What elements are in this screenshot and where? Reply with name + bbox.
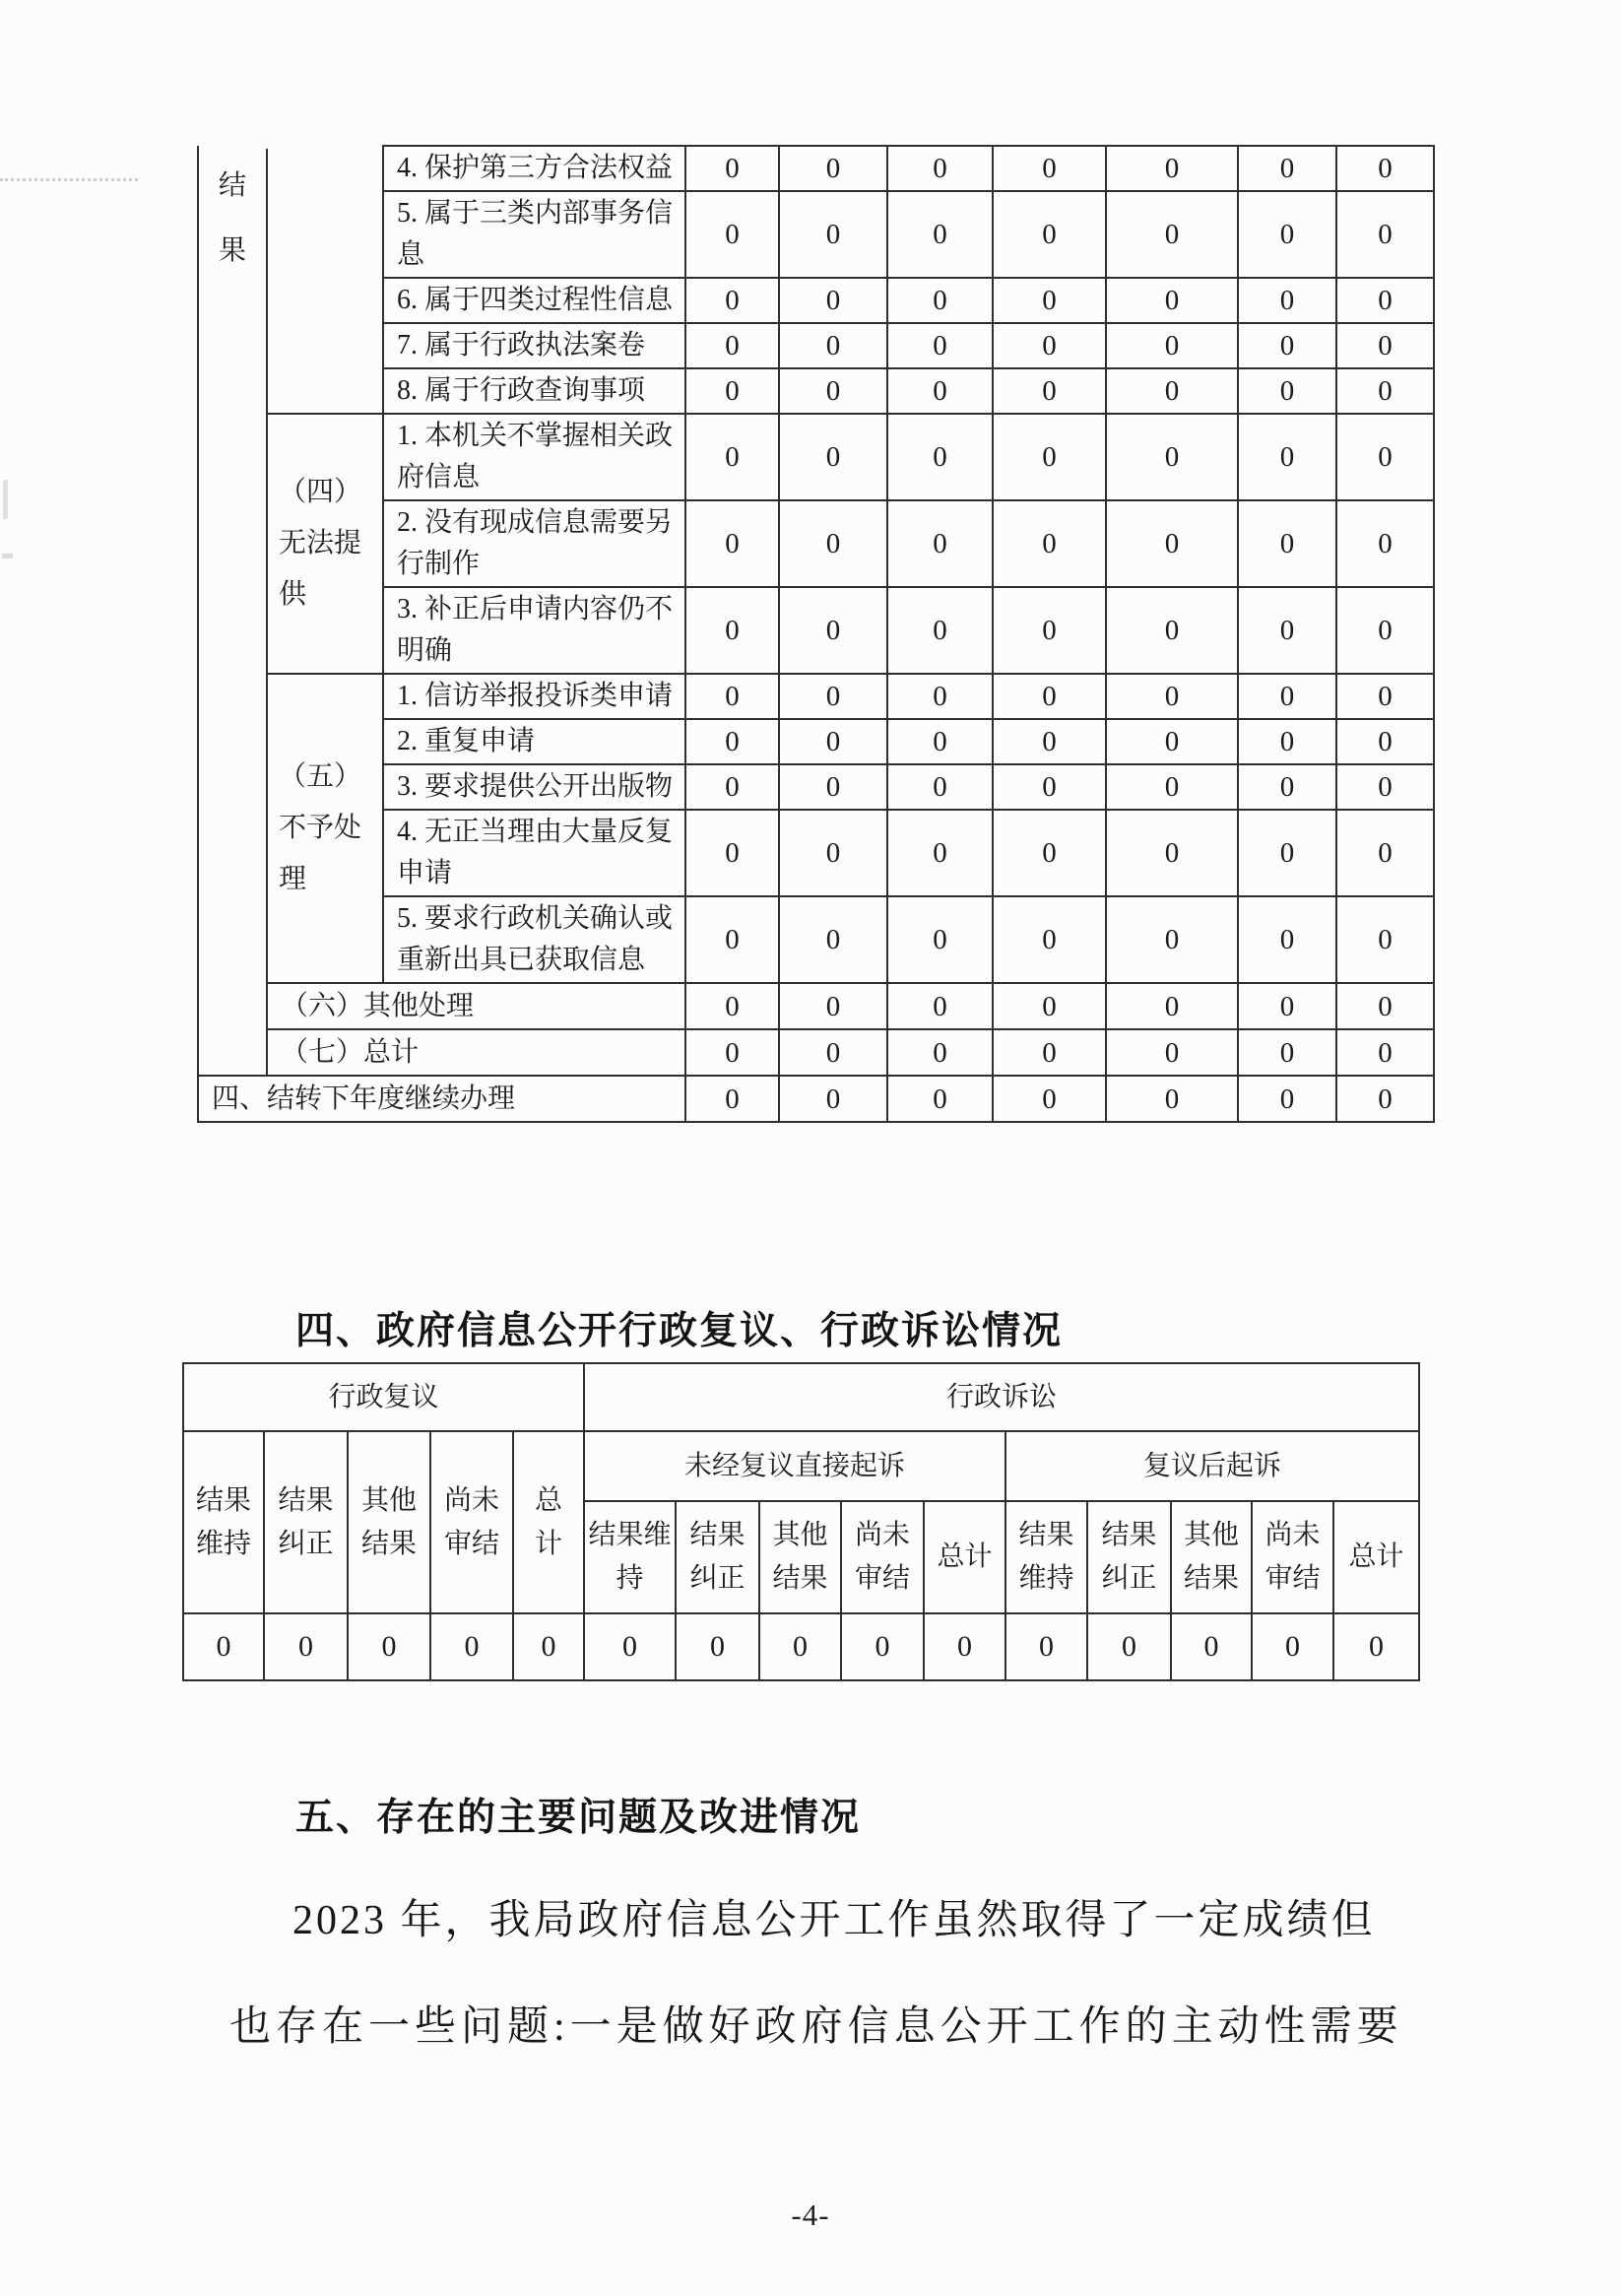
value-cell: 0 <box>1238 1076 1336 1122</box>
value-cell: 0 <box>1336 414 1434 500</box>
section-heading-4: 四、政府信息公开行政复议、行政诉讼情况 <box>295 1310 1064 1352</box>
scan-artifact <box>2 554 13 558</box>
value-cell: 0 <box>779 368 887 414</box>
value-cell: 0 <box>759 1613 841 1680</box>
value-cell: 0 <box>1106 368 1238 414</box>
value-cell: 0 <box>779 983 887 1029</box>
review-litigation-table <box>182 1362 1420 1681</box>
value-cell: 0 <box>1106 674 1238 719</box>
table-row <box>198 414 1434 500</box>
col-header: 结果纠正 <box>676 1501 759 1613</box>
value-cell: 0 <box>685 191 779 278</box>
value-cell: 0 <box>779 146 887 191</box>
value-cell: 0 <box>887 323 993 368</box>
value-cell: 0 <box>1336 146 1434 191</box>
value-cell: 0 <box>1005 1613 1087 1680</box>
table-row <box>198 983 1434 1029</box>
row-label: 2. 没有现成信息需要另行制作 <box>383 500 685 587</box>
value-cell: 0 <box>887 414 993 500</box>
value-cell: 0 <box>685 500 779 587</box>
col-header: 其他结果 <box>759 1501 841 1613</box>
value-cell: 0 <box>685 983 779 1029</box>
row-label: （六）其他处理 <box>267 983 685 1029</box>
value-cell: 0 <box>183 1613 264 1680</box>
value-cell: 0 <box>1238 414 1336 500</box>
row-label: 3. 要求提供公开出版物 <box>383 764 685 810</box>
page-number: -4- <box>791 2198 830 2232</box>
table-row <box>198 191 1434 278</box>
value-cell: 0 <box>993 587 1106 674</box>
group-label-not-processed: （五）不予处理 <box>267 674 383 983</box>
value-cell: 0 <box>1238 500 1336 587</box>
table-row <box>198 1029 1434 1076</box>
continued-table-top-gap <box>200 143 379 149</box>
row-label: 2. 重复申请 <box>383 719 685 764</box>
row-label: 5. 要求行政机关确认或重新出具已获取信息 <box>383 896 685 983</box>
value-cell: 0 <box>1336 810 1434 896</box>
value-cell: 0 <box>1336 323 1434 368</box>
value-cell: 0 <box>1106 764 1238 810</box>
col-header: 结果维持 <box>584 1501 676 1613</box>
value-cell: 0 <box>1106 1076 1238 1122</box>
value-cell: 0 <box>1106 278 1238 323</box>
value-cell: 0 <box>1336 719 1434 764</box>
value-cell: 0 <box>841 1613 924 1680</box>
value-cell: 0 <box>1106 1029 1238 1076</box>
section-heading-5: 五、存在的主要问题及改进情况 <box>295 1797 862 1839</box>
value-cell: 0 <box>993 191 1106 278</box>
table-row <box>198 896 1434 983</box>
value-cell: 0 <box>993 1029 1106 1076</box>
value-cell: 0 <box>779 896 887 983</box>
value-cell: 0 <box>1238 368 1336 414</box>
value-cell: 0 <box>1106 810 1238 896</box>
value-cell: 0 <box>779 764 887 810</box>
col-header: 尚未审结 <box>430 1431 513 1613</box>
value-cell: 0 <box>887 1076 993 1122</box>
value-cell: 0 <box>1238 587 1336 674</box>
value-cell: 0 <box>685 896 779 983</box>
table-row <box>183 1431 1419 1501</box>
value-cell: 0 <box>887 368 993 414</box>
value-cell: 0 <box>685 1076 779 1122</box>
value-cell: 0 <box>685 764 779 810</box>
value-cell: 0 <box>430 1613 513 1680</box>
value-cell: 0 <box>1238 810 1336 896</box>
value-cell: 0 <box>887 191 993 278</box>
value-cell: 0 <box>887 500 993 587</box>
continued-category-cell <box>267 146 383 414</box>
value-cell: 0 <box>1106 500 1238 587</box>
value-cell: 0 <box>1238 719 1336 764</box>
group-label-unable-to-provide: （四）无法提供 <box>267 414 383 674</box>
value-cell: 0 <box>779 719 887 764</box>
value-cell: 0 <box>993 414 1106 500</box>
row-label: 7. 属于行政执法案卷 <box>383 323 685 368</box>
value-cell: 0 <box>1238 896 1336 983</box>
value-cell: 0 <box>993 146 1106 191</box>
processing-results-table <box>197 145 1435 1123</box>
table-row <box>198 1076 1434 1122</box>
value-cell: 0 <box>993 278 1106 323</box>
after-review-suit-subheader: 复议后起诉 <box>1005 1431 1419 1501</box>
value-cell: 0 <box>887 278 993 323</box>
value-cell: 0 <box>993 983 1106 1029</box>
value-cell: 0 <box>1238 191 1336 278</box>
table-row <box>183 1613 1419 1680</box>
value-cell: 0 <box>1336 500 1434 587</box>
value-cell: 0 <box>779 414 887 500</box>
value-cell: 0 <box>993 1076 1106 1122</box>
col-header <box>513 1431 584 1613</box>
value-cell: 0 <box>1252 1613 1333 1680</box>
value-cell: 0 <box>993 764 1106 810</box>
col-header: 结果纠正 <box>1087 1501 1171 1613</box>
value-cell: 0 <box>887 983 993 1029</box>
value-cell: 0 <box>1333 1613 1419 1680</box>
value-cell: 0 <box>685 146 779 191</box>
row-label: 1. 信访举报投诉类申请 <box>383 674 685 719</box>
value-cell: 0 <box>1238 983 1336 1029</box>
value-cell: 0 <box>685 810 779 896</box>
value-cell: 0 <box>685 1029 779 1076</box>
value-cell: 0 <box>676 1613 759 1680</box>
paragraph-line-2: 也存在一些问题:一是做好政府信息公开工作的主动性需要 <box>229 2004 1403 2050</box>
value-cell: 0 <box>348 1613 430 1680</box>
row-label: 1. 本机关不掌握相关政府信息 <box>383 414 685 500</box>
col-header-label: 总计 <box>534 1484 562 1559</box>
value-cell: 0 <box>1106 896 1238 983</box>
value-cell: 0 <box>1106 146 1238 191</box>
value-cell: 0 <box>1336 764 1434 810</box>
value-cell: 0 <box>1336 1029 1434 1076</box>
review-group-header: 行政复议 <box>183 1363 584 1431</box>
row-label: 6. 属于四类过程性信息 <box>383 278 685 323</box>
value-cell: 0 <box>993 810 1106 896</box>
value-cell: 0 <box>993 674 1106 719</box>
value-cell: 0 <box>1171 1613 1252 1680</box>
col-header: 其他结果 <box>1171 1501 1252 1613</box>
value-cell: 0 <box>887 719 993 764</box>
table-row <box>198 500 1434 587</box>
value-cell: 0 <box>779 500 887 587</box>
value-cell: 0 <box>513 1613 584 1680</box>
value-cell: 0 <box>1238 278 1336 323</box>
scan-artifact <box>3 480 8 519</box>
col-header: 结果维持 <box>1005 1501 1087 1613</box>
value-cell: 0 <box>685 323 779 368</box>
row-label: （七）总计 <box>267 1029 685 1076</box>
value-cell: 0 <box>779 1029 887 1076</box>
value-cell: 0 <box>779 323 887 368</box>
value-cell: 0 <box>887 810 993 896</box>
col-header: 总计 <box>924 1501 1005 1613</box>
value-cell: 0 <box>887 146 993 191</box>
value-cell: 0 <box>1106 587 1238 674</box>
value-cell: 0 <box>685 368 779 414</box>
value-cell: 0 <box>924 1613 1005 1680</box>
value-cell: 0 <box>584 1613 676 1680</box>
table-row <box>198 146 1434 191</box>
col-header: 尚未审结 <box>841 1501 924 1613</box>
value-cell: 0 <box>1106 414 1238 500</box>
value-cell: 0 <box>1106 983 1238 1029</box>
col-header: 结果维持 <box>183 1431 264 1613</box>
value-cell: 0 <box>779 1076 887 1122</box>
direct-suit-subheader: 未经复议直接起诉 <box>584 1431 1005 1501</box>
value-cell: 0 <box>993 896 1106 983</box>
table-row <box>183 1363 1419 1431</box>
value-cell: 0 <box>1106 191 1238 278</box>
value-cell: 0 <box>993 500 1106 587</box>
row-label: 4. 无正当理由大量反复申请 <box>383 810 685 896</box>
value-cell: 0 <box>993 368 1106 414</box>
value-cell: 0 <box>1238 146 1336 191</box>
value-cell: 0 <box>779 810 887 896</box>
value-cell: 0 <box>887 587 993 674</box>
value-cell: 0 <box>1336 368 1434 414</box>
value-cell: 0 <box>779 674 887 719</box>
table-row <box>198 719 1434 764</box>
table-row <box>198 368 1434 414</box>
paragraph-line-1: 2023 年，我局政府信息公开工作虽然取得了一定成绩但 <box>292 1898 1376 1943</box>
value-cell: 0 <box>1238 1029 1336 1076</box>
value-cell: 0 <box>887 764 993 810</box>
value-cell: 0 <box>993 719 1106 764</box>
value-cell: 0 <box>1336 278 1434 323</box>
value-cell: 0 <box>1336 587 1434 674</box>
value-cell: 0 <box>1238 323 1336 368</box>
table-row <box>198 278 1434 323</box>
row-label: 3. 补正后申请内容仍不明确 <box>383 587 685 674</box>
row-label: 4. 保护第三方合法权益 <box>383 146 685 191</box>
value-cell: 0 <box>1336 191 1434 278</box>
value-cell: 0 <box>685 414 779 500</box>
value-cell: 0 <box>779 191 887 278</box>
value-cell: 0 <box>685 278 779 323</box>
value-cell: 0 <box>1336 674 1434 719</box>
value-cell: 0 <box>685 587 779 674</box>
row-label: 四、结转下年度继续办理 <box>198 1076 685 1122</box>
scan-artifact <box>0 178 138 181</box>
result-axis-label: 结果 <box>218 170 246 266</box>
value-cell: 0 <box>887 896 993 983</box>
table-row <box>198 764 1434 810</box>
value-cell: 0 <box>887 674 993 719</box>
value-cell: 0 <box>685 719 779 764</box>
col-header: 结果纠正 <box>264 1431 348 1613</box>
row-label: 5. 属于三类内部事务信息 <box>383 191 685 278</box>
result-axis-cell <box>198 146 267 1076</box>
value-cell: 0 <box>779 278 887 323</box>
col-header: 总计 <box>1333 1501 1419 1613</box>
table-row <box>198 323 1434 368</box>
col-header: 尚未审结 <box>1252 1501 1333 1613</box>
value-cell: 0 <box>685 674 779 719</box>
value-cell: 0 <box>1106 719 1238 764</box>
value-cell: 0 <box>1336 1076 1434 1122</box>
value-cell: 0 <box>1336 896 1434 983</box>
row-label: 8. 属于行政查询事项 <box>383 368 685 414</box>
value-cell: 0 <box>993 323 1106 368</box>
litigation-group-header: 行政诉讼 <box>584 1363 1419 1431</box>
value-cell: 0 <box>264 1613 348 1680</box>
value-cell: 0 <box>1087 1613 1171 1680</box>
value-cell: 0 <box>779 587 887 674</box>
value-cell: 0 <box>887 1029 993 1076</box>
value-cell: 0 <box>1106 323 1238 368</box>
table-row <box>198 674 1434 719</box>
table-row <box>198 810 1434 896</box>
col-header: 其他结果 <box>348 1431 430 1613</box>
value-cell: 0 <box>1238 764 1336 810</box>
value-cell: 0 <box>1238 674 1336 719</box>
value-cell: 0 <box>1336 983 1434 1029</box>
table-row <box>198 587 1434 674</box>
